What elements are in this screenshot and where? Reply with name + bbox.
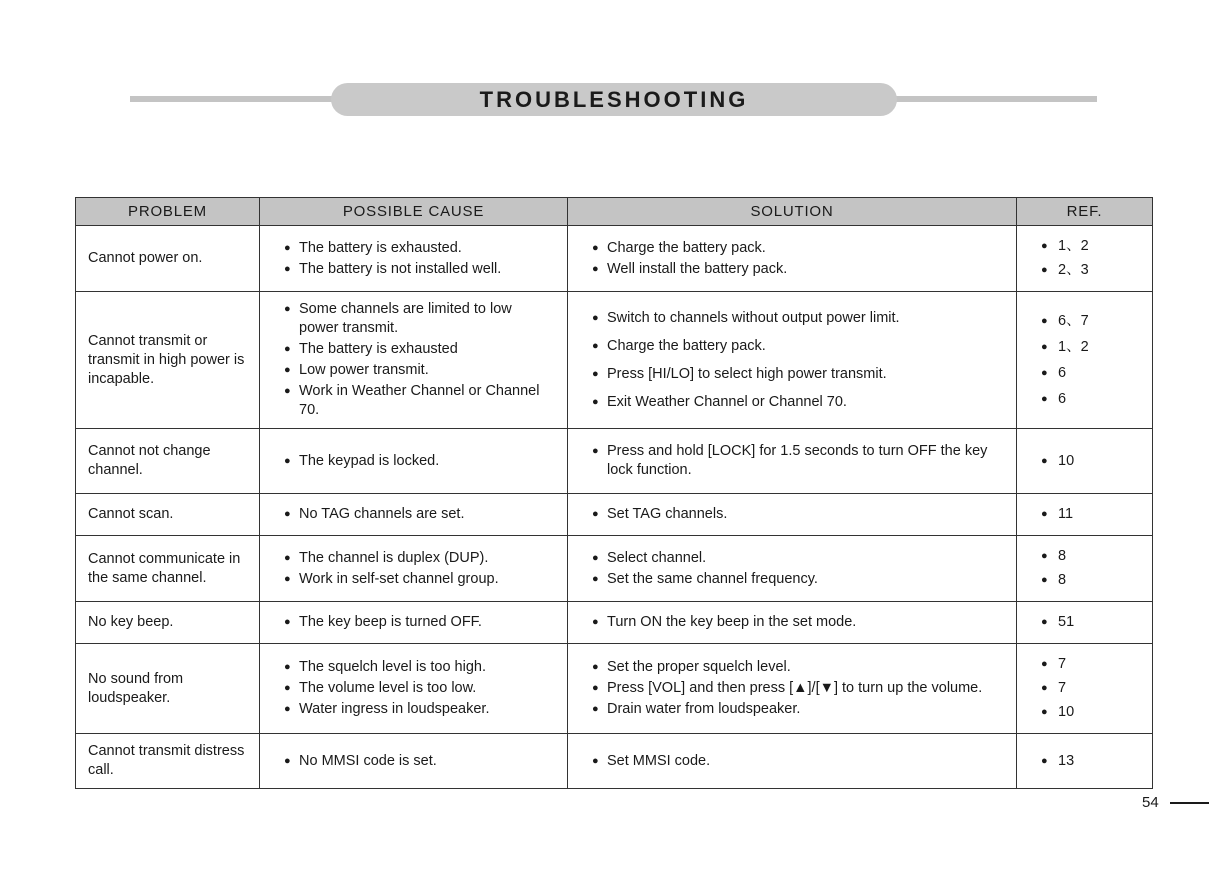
cause-item: ● The keypad is locked. <box>284 452 555 471</box>
page-number: 54 <box>1142 794 1159 811</box>
cause-item: ● The channel is duplex (DUP). <box>284 549 555 568</box>
cause-item: ● The squelch level is too high. <box>284 658 555 677</box>
cause-item: ● Some channels are limited to low power transmit. <box>284 300 555 338</box>
cause-item: ● Work in self-set channel group. <box>284 570 555 589</box>
ref-item: ● 6 <box>1041 363 1140 384</box>
solution-item: ● Press [HI/LO] to select high power transmit. <box>592 361 1004 387</box>
header-solution: SOLUTION <box>568 198 1017 226</box>
solution-item: ● Set TAG channels. <box>592 505 1004 524</box>
table-header-row <box>76 198 1153 226</box>
solution-item: ● Well install the battery pack. <box>592 260 1004 279</box>
solution-item: ● Drain water from loudspeaker. <box>592 700 1004 719</box>
ref-cell <box>1017 226 1153 292</box>
problem-cell: Cannot power on. <box>76 226 260 292</box>
header-possible-cause: POSSIBLE CAUSE <box>260 198 568 226</box>
ref-cell <box>1017 292 1153 429</box>
solution-cell <box>568 644 1017 734</box>
table-row <box>76 494 1153 536</box>
solution-cell <box>568 292 1017 429</box>
problem-cell: Cannot transmit or transmit in high power is incapable. <box>76 292 260 429</box>
ref-cell <box>1017 602 1153 644</box>
header-problem: PROBLEM <box>76 198 260 226</box>
ref-item: ● 10 <box>1041 452 1140 471</box>
solution-cell <box>568 226 1017 292</box>
ref-item: ● 1、2 <box>1041 337 1140 358</box>
solution-item: ● Select channel. <box>592 549 1004 568</box>
solution-cell <box>568 602 1017 644</box>
cause-cell <box>260 292 568 429</box>
cause-item: ● No TAG channels are set. <box>284 505 555 524</box>
page-number-rule <box>1170 802 1209 804</box>
ref-cell <box>1017 494 1153 536</box>
table-row <box>76 429 1153 494</box>
solution-cell <box>568 536 1017 602</box>
problem-cell: No key beep. <box>76 602 260 644</box>
table-row <box>76 536 1153 602</box>
solution-item: ● Set MMSI code. <box>592 752 1004 771</box>
ref-item: ● 6、7 <box>1041 311 1140 332</box>
title-rule-right <box>885 96 1097 102</box>
ref-item: ● 1、2 <box>1041 237 1140 256</box>
cause-cell <box>260 226 568 292</box>
problem-cell: Cannot transmit distress call. <box>76 734 260 789</box>
cause-item: ● The battery is exhausted <box>284 340 555 359</box>
ref-item: ● 7 <box>1041 679 1140 698</box>
ref-item: ● 51 <box>1041 613 1140 632</box>
cause-item: ● Water ingress in loudspeaker. <box>284 700 555 719</box>
troubleshooting-table <box>75 197 1153 789</box>
ref-item: ● 13 <box>1041 752 1140 771</box>
cause-cell <box>260 429 568 494</box>
table-row <box>76 602 1153 644</box>
cause-cell <box>260 536 568 602</box>
problem-cell: Cannot scan. <box>76 494 260 536</box>
cause-item: ● Work in Weather Channel or Channel 70. <box>284 382 555 420</box>
cause-item: ● No MMSI code is set. <box>284 752 555 771</box>
solution-cell <box>568 734 1017 789</box>
problem-cell: Cannot not change channel. <box>76 429 260 494</box>
cause-cell <box>260 644 568 734</box>
problem-cell: No sound from loudspeaker. <box>76 644 260 734</box>
problem-cell: Cannot communicate in the same channel. <box>76 536 260 602</box>
table-row <box>76 734 1153 789</box>
cause-item: ● The battery is not installed well. <box>284 260 555 279</box>
page-title: TROUBLESHOOTING <box>331 83 897 116</box>
ref-item: ● 7 <box>1041 655 1140 674</box>
cause-item: ● Low power transmit. <box>284 361 555 380</box>
cause-item: ● The volume level is too low. <box>284 679 555 698</box>
solution-item: ● Charge the battery pack. <box>592 333 1004 359</box>
ref-item: ● 6 <box>1041 389 1140 410</box>
solution-item: ● Press [VOL] and then press [▲]/[▼] to turn up the volume. <box>592 679 1004 698</box>
table-row <box>76 292 1153 429</box>
ref-cell <box>1017 644 1153 734</box>
cause-cell <box>260 734 568 789</box>
solution-cell <box>568 494 1017 536</box>
table-row <box>76 226 1153 292</box>
solution-item: ● Turn ON the key beep in the set mode. <box>592 613 1004 632</box>
solution-item: ● Switch to channels without output power limit. <box>592 305 1004 331</box>
ref-cell <box>1017 734 1153 789</box>
ref-cell <box>1017 536 1153 602</box>
ref-item: ● 2、3 <box>1041 261 1140 280</box>
table-row <box>76 644 1153 734</box>
cause-cell <box>260 494 568 536</box>
ref-cell <box>1017 429 1153 494</box>
ref-item: ● 10 <box>1041 703 1140 722</box>
title-rule-left <box>130 96 345 102</box>
cause-cell <box>260 602 568 644</box>
cause-item: ● The key beep is turned OFF. <box>284 613 555 632</box>
solution-item: ● Charge the battery pack. <box>592 239 1004 258</box>
solution-item: ● Set the proper squelch level. <box>592 658 1004 677</box>
ref-item: ● 8 <box>1041 571 1140 590</box>
solution-item: ● Press and hold [LOCK] for 1.5 seconds to turn OFF the key lock function. <box>592 442 1004 480</box>
solution-cell <box>568 429 1017 494</box>
ref-item: ● 8 <box>1041 547 1140 566</box>
solution-item: ● Exit Weather Channel or Channel 70. <box>592 389 1004 415</box>
solution-item: ● Set the same channel frequency. <box>592 570 1004 589</box>
cause-item: ● The battery is exhausted. <box>284 239 555 258</box>
ref-item: ● 11 <box>1041 505 1140 524</box>
header-ref: REF. <box>1017 198 1153 226</box>
